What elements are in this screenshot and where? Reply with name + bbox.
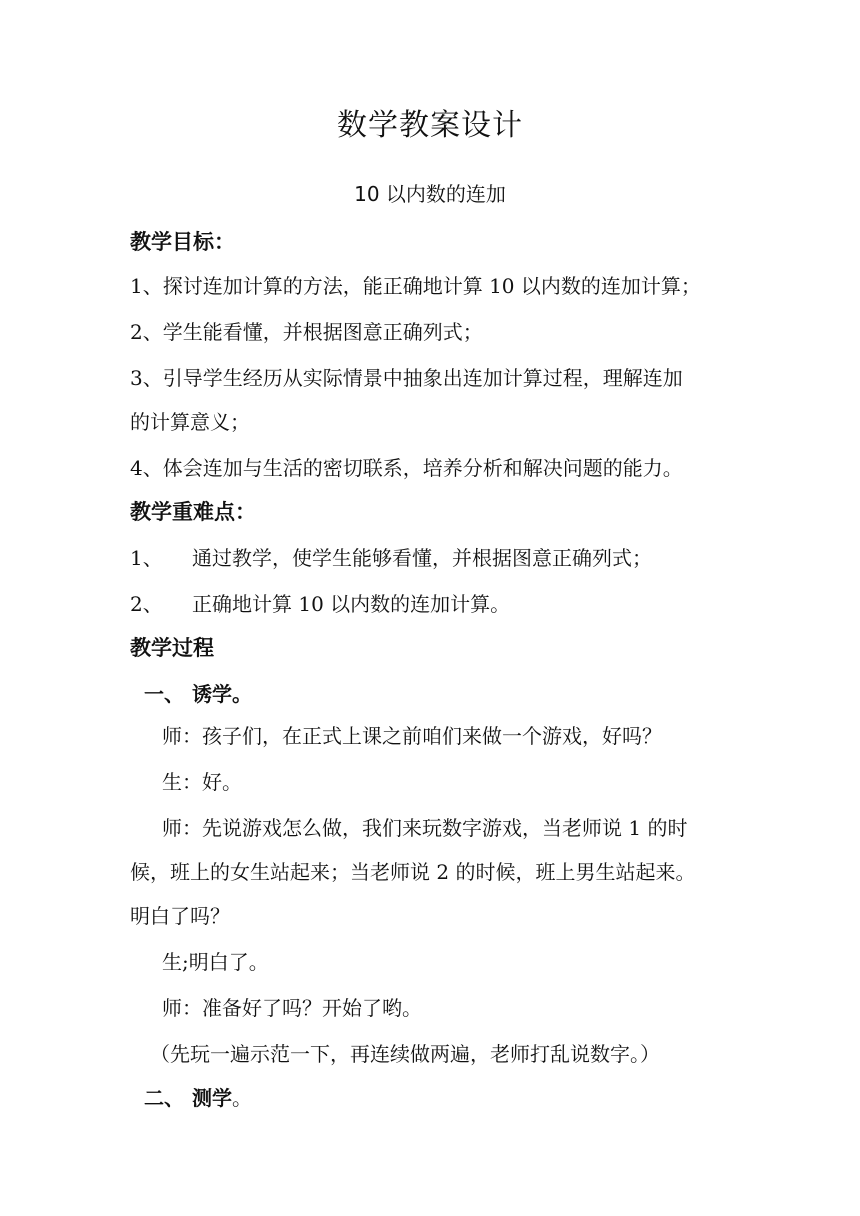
key-point-text: 通过教学，使学生能够看懂，并根据图意正确列式； [192,546,652,570]
objective-item: 1、探讨连加计算的方法，能正确地计算 10 以内数的连加计算； [130,274,701,298]
process-heading: 教学过程 [130,636,214,660]
section-title-suffix: 。 [232,1086,252,1110]
section-title [192,1084,252,1112]
dialogue-line-continuation: 明白了吗？ [130,904,230,928]
section-title: 诱学。 [192,682,252,706]
section-title-text: 测学 [192,1086,232,1110]
dialogue-line-continuation: 候，班上的女生站起来；当老师说 2 的时候，班上男生站起来。 [130,860,696,884]
objective-item-continuation: 的计算意义； [130,410,250,434]
dialogue-line: 师：先说游戏怎么做，我们来玩数字游戏，当老师说 1 的时 [162,816,688,840]
section-number: 一、 [144,682,184,706]
objective-item: 2、学生能看懂，并根据图意正确列式； [130,320,483,344]
document-title: 数学教案设计 [337,108,523,143]
dialogue-line: 师：孩子们，在正式上课之前咱们来做一个游戏，好吗？ [162,724,662,748]
key-point-number: 2、 [130,592,163,616]
objective-item: 3、引导学生经历从实际情景中抽象出连加计算过程，理解连加 [130,366,683,390]
dialogue-note: （先玩一遍示范一下，再连续做两遍，老师打乱说数字。） [150,1042,660,1066]
objective-item: 4、体会连加与生活的密切联系，培养分析和解决问题的能力。 [130,456,683,480]
objectives-heading: 教学目标： [130,230,235,254]
dialogue-line: 生：好。 [162,770,242,794]
key-point-text: 正确地计算 10 以内数的连加计算。 [192,592,511,616]
section-number: 二、 [144,1086,184,1110]
dialogue-line: 生;明白了。 [162,950,269,974]
key-point-number: 1、 [130,546,163,570]
document-subtitle: 10 以内数的连加 [354,182,506,206]
dialogue-line: 师：准备好了吗？开始了哟。 [162,996,422,1020]
key-points-heading: 教学重难点： [130,500,256,524]
